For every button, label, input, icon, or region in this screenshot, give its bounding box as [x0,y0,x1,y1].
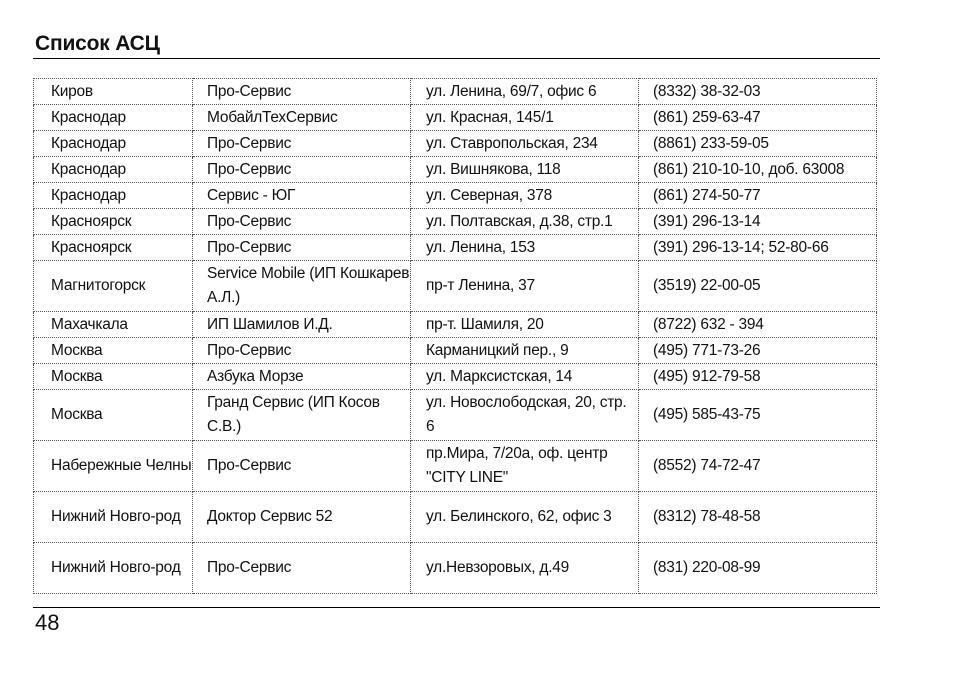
table-row [34,261,877,312]
address-cell: ул. Северная, 378 [411,183,639,209]
city-cell: Магнитогорск [34,261,193,312]
page-number: 48 [35,610,60,635]
service-name-cell: ИП Шамилов И.Д. [193,312,411,338]
city-cell: Москва [34,338,193,364]
table-row [34,105,877,131]
city-cell: Краснодар [34,131,193,157]
table-row [34,79,877,105]
service-name-cell: Service Mobile (ИП Кошкарев А.Л.) [193,261,411,312]
phone-cell: (8552) 74-72-47 [639,441,877,492]
footer-rule [33,607,880,608]
city-cell: Москва [34,390,193,441]
phone-cell: (8332) 38-32-03 [639,79,877,105]
city-cell: Красноярск [34,209,193,235]
phone-cell: (495) 912-79-58 [639,364,877,390]
table-row [34,492,877,543]
service-name-cell: Про-Сервис [193,131,411,157]
phone-cell: (391) 296-13-14 [639,209,877,235]
address-cell: пр.Мира, 7/20а, оф. центр "CITY LINE" [411,441,639,492]
service-center-table [33,78,877,594]
header-rule [33,58,880,59]
table-row [34,364,877,390]
phone-cell: (831) 220-08-99 [639,543,877,594]
phone-cell: (8312) 78-48-58 [639,492,877,543]
city-cell: Махачкала [34,312,193,338]
service-name-cell: МобайлТехСервис [193,105,411,131]
city-cell: Нижний Новго-род [34,543,193,594]
address-cell: ул.Невзоровых, д.49 [411,543,639,594]
phone-cell: (495) 585-43-75 [639,390,877,441]
service-name-cell: Про-Сервис [193,209,411,235]
service-name-cell: Про-Сервис [193,157,411,183]
service-name-cell: Доктор Сервис 52 [193,492,411,543]
phone-cell: (861) 259-63-47 [639,105,877,131]
address-cell: ул. Марксистская, 14 [411,364,639,390]
phone-cell: (861) 210-10-10, доб. 63008 [639,157,877,183]
city-cell: Киров [34,79,193,105]
address-cell: ул. Полтавская, д.38, стр.1 [411,209,639,235]
service-name-cell: Про-Сервис [193,338,411,364]
service-name-cell: Про-Сервис [193,79,411,105]
address-cell: ул. Ставропольская, 234 [411,131,639,157]
table-row [34,235,877,261]
table-row [34,390,877,441]
address-cell: ул. Ленина, 69/7, офис 6 [411,79,639,105]
city-cell: Нижний Новго-род [34,492,193,543]
table-row [34,441,877,492]
address-cell: ул. Ленина, 153 [411,235,639,261]
service-name-cell: Сервис - ЮГ [193,183,411,209]
city-cell: Набережные Челны [34,441,193,492]
table-row [34,543,877,594]
table-row [34,183,877,209]
phone-cell: (3519) 22-00-05 [639,261,877,312]
address-cell: пр-т Ленина, 37 [411,261,639,312]
address-cell: ул. Красная, 145/1 [411,105,639,131]
address-cell: Карманицкий пер., 9 [411,338,639,364]
address-cell: ул. Белинского, 62, офис 3 [411,492,639,543]
table-row [34,131,877,157]
service-name-cell: Про-Сервис [193,235,411,261]
phone-cell: (8861) 233-59-05 [639,131,877,157]
address-cell: пр-т. Шамиля, 20 [411,312,639,338]
service-name-cell: Про-Сервис [193,543,411,594]
service-name-cell: Гранд Сервис (ИП Косов С.В.) [193,390,411,441]
address-cell: ул. Новослободская, 20, стр. 6 [411,390,639,441]
city-cell: Краснодар [34,183,193,209]
phone-cell: (495) 771-73-26 [639,338,877,364]
table-row [34,338,877,364]
city-cell: Краснодар [34,105,193,131]
city-cell: Москва [34,364,193,390]
city-cell: Краснодар [34,157,193,183]
phone-cell: (391) 296-13-14; 52-80-66 [639,235,877,261]
table-row [34,312,877,338]
city-cell: Красноярск [34,235,193,261]
phone-cell: (8722) 632 - 394 [639,312,877,338]
table-row [34,209,877,235]
service-name-cell: Азбука Морзе [193,364,411,390]
phone-cell: (861) 274-50-77 [639,183,877,209]
address-cell: ул. Вишнякова, 118 [411,157,639,183]
table-row [34,157,877,183]
page-title: Список АСЦ [35,32,160,55]
service-name-cell: Про-Сервис [193,441,411,492]
